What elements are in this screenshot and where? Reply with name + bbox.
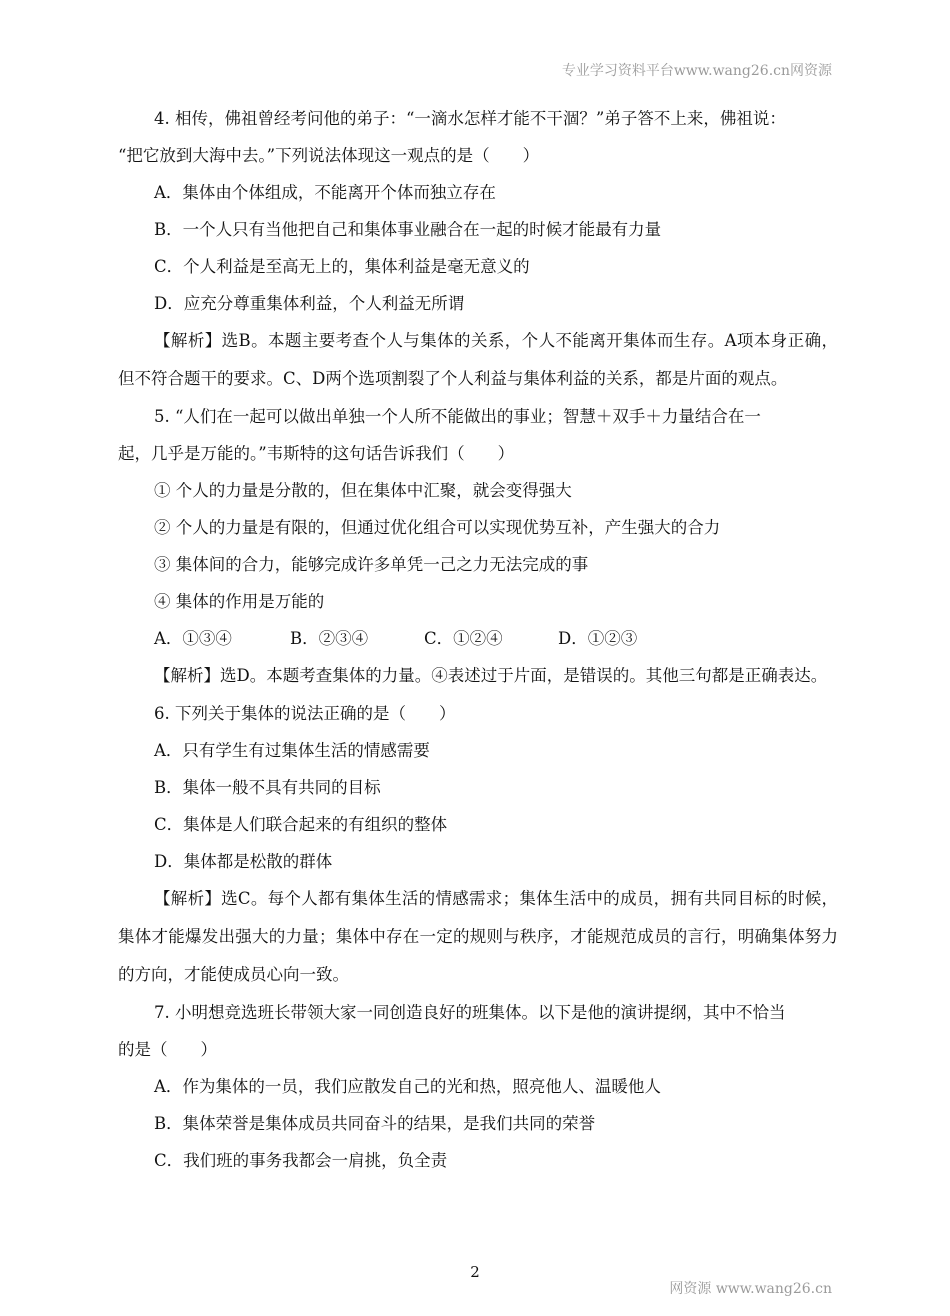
q5-statement-2: ② 个人的力量是有限的，但通过优化组合可以实现优势互补，产生强大的合力 — [154, 518, 721, 537]
q4-stem-line2: “把它放到大海中去。”下列说法体现这一观点的是（ ） — [118, 146, 540, 165]
q7-option-b: B．集体荣誉是集体成员共同奋斗的结果，是我们共同的荣誉 — [154, 1114, 596, 1133]
q6-analysis: 【解析】选C。每个人都有集体生活的情感需求；集体生活中的成员，拥有共同目标的时候，集体才能爆发出强大的力量；集体中存在一定的规则与秩序，才能规范成员的言行，明确集体努力的方向，才能使成员心向一致。 — [118, 889, 838, 984]
q6-stem: 6. 下列关于集体的说法正确的是（ ） — [154, 704, 456, 723]
q5-stem-line1: 5. “人们在一起可以做出单独一个人所不能做出的事业；智慧＋双手＋力量结合在一 — [154, 407, 761, 426]
q7-stem-line1: 7. 小明想竞选班长带领大家一同创造良好的班集体。以下是他的演讲提纲，其中不恰当 — [154, 1003, 786, 1022]
page-number: 2 — [470, 1263, 480, 1281]
q6-option-b: B．集体一般不具有共同的目标 — [154, 778, 381, 797]
q7-option-a: A．作为集体的一员，我们应散发自己的光和热，照亮他人、温暖他人 — [154, 1077, 661, 1096]
q4-analysis: 【解析】选B。本题主要考查个人与集体的关系，个人不能离开集体而生存。A项本身正确，但不符合题干的要求。C、D两个选项割裂了个人利益与集体利益的关系，都是片面的观点。 — [118, 331, 838, 388]
q6-option-c: C．集体是人们联合起来的有组织的整体 — [154, 815, 448, 834]
q6-option-d: D．集体都是松散的群体 — [154, 852, 333, 871]
q4-stem-line1: 4. 相传，佛祖曾经考问他的弟子：“一滴水怎样才能不干涸？”弟子答不上来，佛祖说： — [154, 109, 786, 128]
q5-stem-line2: 起，几乎是万能的。”韦斯特的这句话告诉我们（ ） — [118, 444, 515, 463]
q4-option-d: D．应充分尊重集体利益，个人利益无所谓 — [154, 294, 465, 313]
footer-watermark: 网资源 www.wang26.cn — [669, 1281, 832, 1297]
q6-option-a: A．只有学生有过集体生活的情感需要 — [154, 741, 430, 760]
q4-option-b: B．一个人只有当他把自己和集体事业融合在一起的时候才能最有力量 — [154, 220, 662, 239]
q7-option-c: C．我们班的事务我都会一肩挑，负全责 — [154, 1151, 448, 1170]
q5-analysis: 【解析】选D。本题考查集体的力量。④表述过于片面，是错误的。其他三句都是正确表达。 — [154, 666, 828, 685]
q4-option-a: A．集体由个体组成，不能离开个体而独立存在 — [154, 183, 496, 202]
q5-statement-4: ④ 集体的作用是万能的 — [154, 592, 325, 611]
q5-choices — [118, 620, 838, 657]
q5-choice-d: D．①②③ — [558, 629, 638, 648]
q7-stem-line2: 的是（ ） — [118, 1040, 217, 1059]
q5-choice-c: C．①②④ — [424, 629, 503, 648]
header-watermark: 专业学习资料平台www.wang26.cn网资源 — [561, 63, 832, 79]
q5-statement-1: ① 个人的力量是分散的，但在集体中汇聚，就会变得强大 — [154, 481, 572, 500]
q4-option-c: C．个人利益是至高无上的，集体利益是毫无意义的 — [154, 257, 530, 276]
q5-statement-3: ③ 集体间的合力，能够完成许多单凭一己之力无法完成的事 — [154, 555, 589, 574]
q5-choice-a: A．①③④ — [154, 629, 232, 648]
q5-choice-b: B．②③④ — [290, 629, 369, 648]
document-body — [118, 100, 838, 1179]
